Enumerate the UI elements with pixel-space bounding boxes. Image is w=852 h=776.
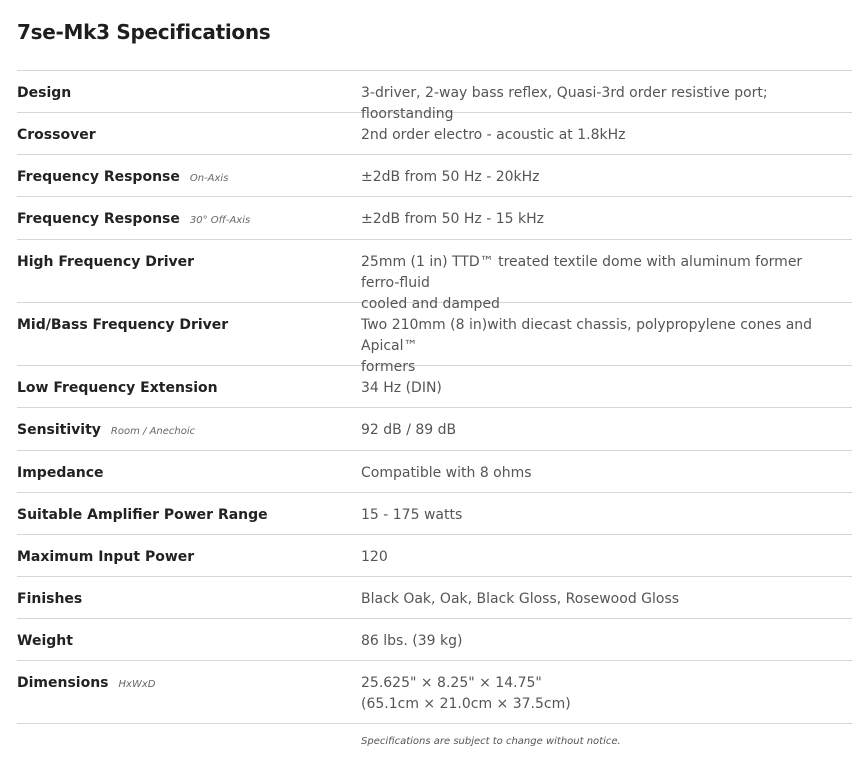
spec-row-impedance: [17, 451, 852, 493]
spec-value: Black Oak, Oak, Black Gloss, Rosewood Gloss: [361, 591, 680, 607]
spec-label: Crossover: [17, 127, 96, 143]
spec-value: ±2dB from 50 Hz - 20kHz: [361, 169, 540, 185]
spec-note: Room / Anechoic: [110, 426, 196, 437]
spec-value: ±2dB from 50 Hz - 15 kHz: [361, 211, 544, 227]
spec-value: Two 210mm (8 in)with diecast chassis, polypropylene cones and Apical™ formers: [361, 317, 813, 375]
spec-value: 92 dB / 89 dB: [361, 422, 457, 438]
spec-value: 15 - 175 watts: [361, 507, 463, 523]
spec-value: Compatible with 8 ohms: [361, 465, 532, 481]
spec-value: 3-driver, 2-way bass reflex, Quasi-3rd order resistive port; floorstanding: [361, 85, 768, 122]
spec-label: Weight: [17, 633, 73, 649]
spec-value: 120: [361, 549, 388, 565]
disclaimer-note: Specifications are subject to change without notice.: [361, 736, 621, 747]
spec-row-frequency-response-off-axis: [17, 197, 852, 240]
spec-value: 86 lbs. (39 kg): [361, 633, 463, 649]
spec-row-frequency-response-on-axis: [17, 155, 852, 197]
spec-label: Impedance: [17, 465, 104, 481]
spec-label: Finishes: [17, 591, 83, 607]
spec-note: HxWxD: [118, 679, 156, 690]
spec-row-dimensions: [17, 661, 852, 724]
spec-row-high-frequency-driver: [17, 240, 852, 312]
spec-label: Frequency Response On-Axis: [17, 169, 229, 185]
spec-label: Dimensions HxWxD: [17, 675, 156, 691]
spec-label: Maximum Input Power: [17, 549, 195, 565]
spec-row-weight: [17, 619, 852, 661]
spec-value: 34 Hz (DIN): [361, 380, 442, 396]
spec-label: Design: [17, 85, 72, 101]
spec-value: 25.625" × 8.25" × 14.75" (65.1cm × 21.0cm × 37.5cm): [361, 675, 571, 712]
spec-table: [17, 70, 852, 724]
spec-label: High Frequency Driver: [17, 254, 195, 270]
spec-value: 25mm (1 in) TTD™ treated textile dome with aluminum former ferro-fluid cooled and damped: [361, 254, 803, 312]
spec-row-maximum-input-power: [17, 535, 852, 577]
spec-row-amplifier-power-range: [17, 493, 852, 535]
spec-row-finishes: [17, 577, 852, 619]
spec-label: Sensitivity Room / Anechoic: [17, 422, 196, 438]
spec-label: Frequency Response 30° Off-Axis: [17, 211, 251, 227]
spec-row-sensitivity: [17, 408, 852, 451]
spec-row-design: [17, 71, 852, 122]
spec-note: 30° Off-Axis: [189, 215, 251, 226]
spec-label: Low Frequency Extension: [17, 380, 218, 396]
spec-label: Suitable Amplifier Power Range: [17, 507, 268, 523]
spec-value: 2nd order electro - acoustic at 1.8kHz: [361, 127, 626, 143]
spec-label: Mid/Bass Frequency Driver: [17, 317, 229, 333]
page-title: 7se-Mk3 Specifications: [17, 20, 271, 44]
spec-note: On-Axis: [189, 173, 229, 184]
